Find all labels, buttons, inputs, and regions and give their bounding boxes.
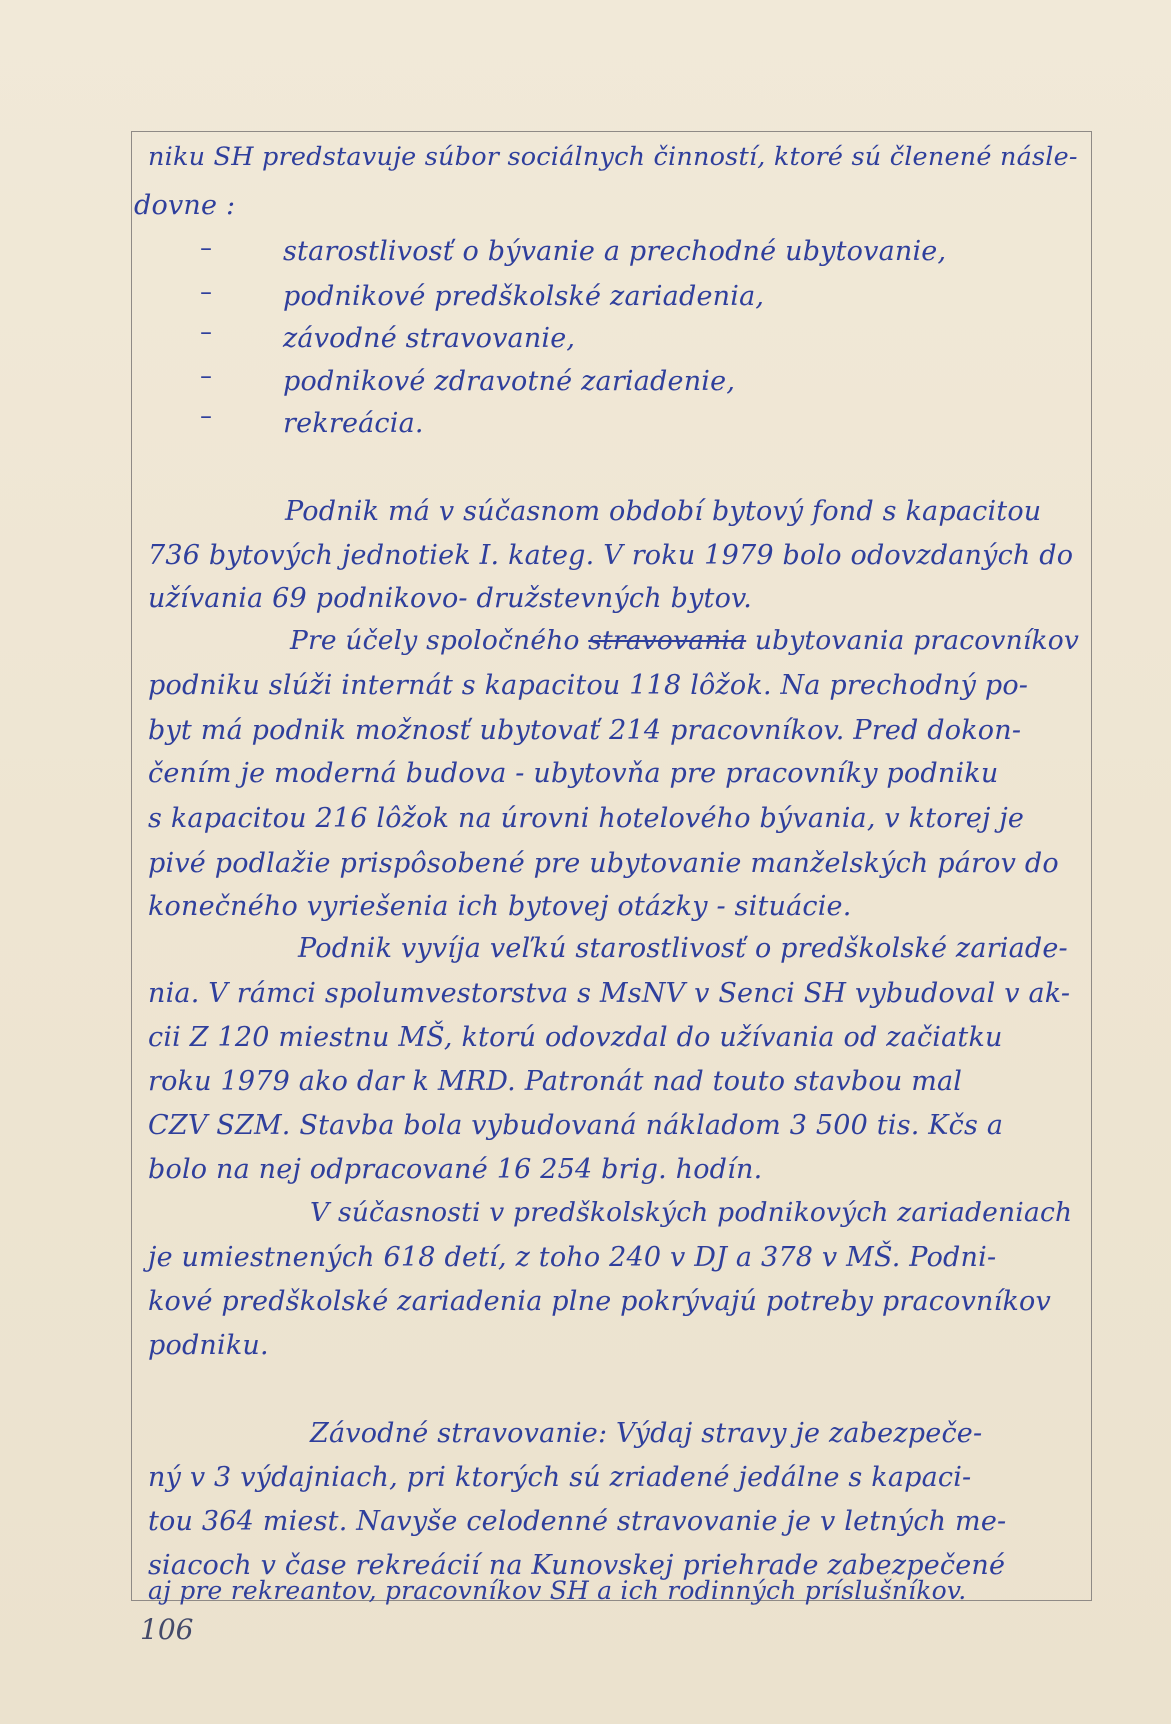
paragraph-line: [290, 625, 1080, 656]
paragraph-line: 736 bytových jednotiek I. kateg. V roku 1979 bolo odovzdaných do: [148, 540, 1074, 571]
paragraph-line: V súčasnosti v predškolských podnikových zariadeniach: [310, 1197, 1073, 1228]
paragraph-line: cii Z 120 miestnu MŠ, ktorú odovzdal do užívania od začiatku: [148, 1022, 1003, 1053]
paragraph-line: Závodné stravovanie: Výdaj stravy je zabezpeče-: [310, 1418, 983, 1449]
list-item: starostlivosť o bývanie a prechodné ubytovanie,: [283, 236, 947, 267]
list-dash: –: [200, 234, 212, 262]
list-dash: –: [200, 278, 212, 306]
paragraph-line: tou 364 miest. Navyše celodenné stravovanie je v letných me-: [148, 1506, 1007, 1537]
paragraph-line: nia. V rámci spolumvestorstva s MsNV v Senci SH vybudoval v ak-: [148, 978, 1071, 1009]
list-item: podnikové zdravotné zariadenie,: [283, 366, 736, 397]
text-segment: Pre účely spoločného: [290, 625, 589, 656]
list-dash: –: [200, 362, 212, 390]
text-segment: ubytovania pracovníkov: [746, 625, 1080, 656]
paragraph-line: podniku slúži internát s kapacitou 118 lôžok. Na prechodný po-: [148, 670, 1029, 701]
list-item: závodné stravovanie,: [283, 323, 576, 354]
paragraph-line: bolo na nej odpracované 16 254 brig. hodín.: [148, 1154, 763, 1185]
paragraph-line: je umiestnených 618 detí, z toho 240 v DJ a 378 v MŠ. Podni-: [148, 1242, 997, 1273]
struck-word: stravovania: [588, 625, 747, 656]
paragraph-line: podniku.: [148, 1330, 269, 1361]
paragraph-line: CZV SZM. Stavba bola vybudovaná nákladom 3 500 tis. Kčs a: [148, 1110, 1004, 1141]
paragraph-line: s kapacitou 216 lôžok na úrovni hotelového bývania, v ktorej je: [148, 803, 1025, 834]
paragraph-line: kové predškolské zariadenia plne pokrývajú potreby pracovníkov: [148, 1286, 1051, 1317]
paragraph-line: čením je moderná budova - ubytovňa pre pracovníky podniku: [148, 758, 999, 789]
list-dash: –: [200, 318, 212, 346]
paragraph-line: aj pre rekreantov, pracovníkov SH a ich rodinných príslušníkov.: [148, 1576, 967, 1605]
paragraph-line: byt má podnik možnosť ubytovať 214 pracovníkov. Pred dokon-: [148, 715, 1022, 746]
page-number: 106: [140, 1613, 194, 1646]
paragraph-line: užívania 69 podnikovo- družstevných bytov.: [148, 583, 753, 614]
intro-line-1: niku SH predstavuje súbor sociálnych činností, ktoré sú členené násle-: [148, 142, 1078, 172]
list-item: podnikové predškolské zariadenia,: [283, 281, 765, 312]
paragraph-line: Podnik vyvíja veľkú starostlivosť o predškolské zariade-: [298, 933, 1068, 964]
list-dash: –: [200, 402, 212, 430]
intro-line-2: dovne :: [134, 190, 236, 221]
paragraph-line: konečného vyriešenia ich bytovej otázky - situácie.: [148, 891, 852, 922]
paragraph-line: pivé podlažie prispôsobené pre ubytovanie manželských párov do: [148, 848, 1059, 879]
list-item: rekreácia.: [283, 408, 424, 439]
paragraph-line: Podnik má v súčasnom období bytový fond s kapacitou: [285, 496, 1042, 527]
paragraph-line: siacoch v čase rekreácií na Kunovskej priehrade zabezpečené: [148, 1550, 1006, 1581]
paragraph-line: roku 1979 ako dar k MRD. Patronát nad touto stavbou mal: [148, 1066, 963, 1097]
paragraph-line: ný v 3 výdajniach, pri ktorých sú zriadené jedálne s kapaci-: [148, 1462, 972, 1493]
